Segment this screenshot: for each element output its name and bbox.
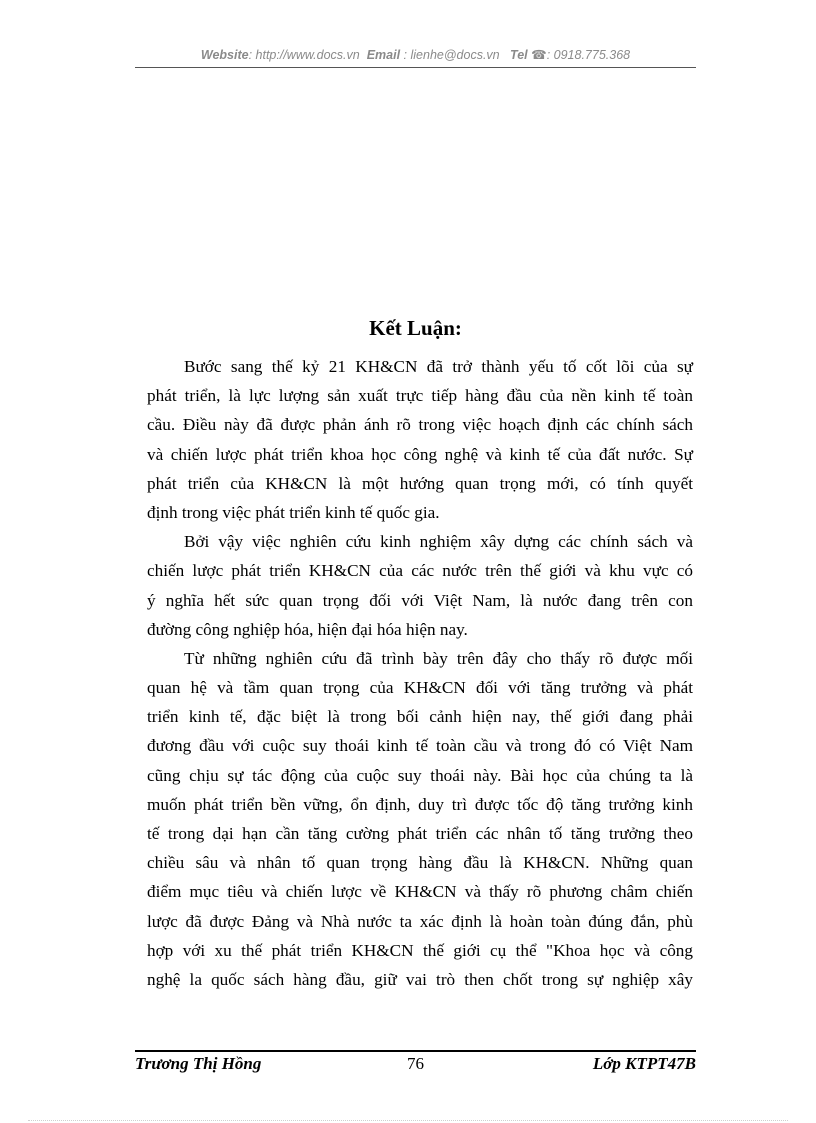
email-address[interactable]: : lienhe@docs.vn	[403, 48, 500, 62]
page-title: Kết Luận:	[369, 316, 462, 340]
text-line: quan hệ và tầm quan trọng của KH&CN đối với tăng trưởng và phát	[147, 678, 693, 698]
text-line: ý nghĩa hết sức quan trọng đối với Việt Nam, là nước đang trên con	[147, 590, 693, 610]
page-number: 76	[407, 1054, 424, 1073]
header-divider	[135, 67, 696, 68]
footer-class: Lớp KTPT47B	[592, 1054, 696, 1073]
text-line: muốn phát triển bền vững, ổn định, duy trì được tốc độ tăng trưởng kinh	[147, 794, 693, 814]
footer-author: Trương Thị Hồng	[135, 1054, 262, 1073]
website-url[interactable]: : http://www.docs.vn	[248, 48, 360, 62]
text-line: Bước sang thế kỷ 21 KH&CN đã trở thành yếu tố cốt lõi của sự	[184, 357, 693, 376]
page-footer	[135, 1054, 696, 1080]
text-line: triển kinh tế, đặc biệt là trong bối cảnh hiện nay, thế giới đang phải	[147, 707, 693, 727]
text-line: Từ những nghiên cứu đã trình bày trên đây cho thấy rõ được mối	[184, 648, 693, 668]
footer-divider	[135, 1050, 696, 1052]
tel-label: Tel	[510, 48, 528, 62]
text-line: điểm mục tiêu và chiến lược về KH&CN và thấy rõ phương châm chiến	[147, 882, 693, 902]
text-line: đương đầu với cuộc suy thoái kinh tế toàn cầu và trong đó có Việt Nam	[147, 736, 693, 756]
text-line: lược đã được Đảng và Nhà nước ta xác định là hoàn toàn đúng đắn, phù	[147, 911, 693, 931]
text-line: hợp với xu thế phát triển KH&CN thế giới cụ thể "Khoa học và công	[147, 940, 693, 960]
text-line: Bởi vậy việc nghiên cứu kinh nghiệm xây dựng các chính sách và	[184, 532, 693, 552]
page-header	[135, 47, 696, 62]
body-text	[147, 352, 693, 994]
text-line: chiến lược phát triển KH&CN của các nước trên thế giới và khu vực có	[147, 561, 693, 581]
email-label: Email	[366, 48, 401, 62]
text-line: định trong việc phát triển kinh tế quốc gia.	[147, 502, 440, 522]
text-line: nghệ la quốc sách hàng đầu, giữ vai trò then chốt trong sự nghiệp xây	[147, 969, 693, 989]
website-label: Website	[200, 48, 249, 62]
text-line: và chiến lược phát triển khoa học công nghệ và kinh tế của đất nước. Sự	[147, 444, 693, 464]
text-line: chiều sâu và nhân tố quan trọng hàng đầu là KH&CN. Những quan	[147, 853, 693, 873]
page-edge-divider	[28, 1120, 788, 1121]
text-line: phát triển của KH&CN là một hướng quan trọng mới, có tính quyết	[147, 473, 693, 493]
text-line: cầu. Điều này đã được phản ánh rõ trong việc hoạch định các chính sách	[147, 415, 693, 435]
text-line: tế trong dại hạn cần tăng cường phát triển các nhân tố tăng trưởng theo	[147, 824, 693, 843]
text-line: đường công nghiệp hóa, hiện đại hóa hiện nay.	[147, 619, 468, 639]
text-line: phát triển, là lực lượng sản xuất trực tiếp hàng đầu của nền kinh tế toàn	[147, 386, 693, 406]
tel-number: ☎: 0918.775.368	[531, 48, 631, 62]
text-line: cũng chịu sự tác động của cuộc suy thoái này. Bài học của chúng ta là	[147, 765, 693, 785]
